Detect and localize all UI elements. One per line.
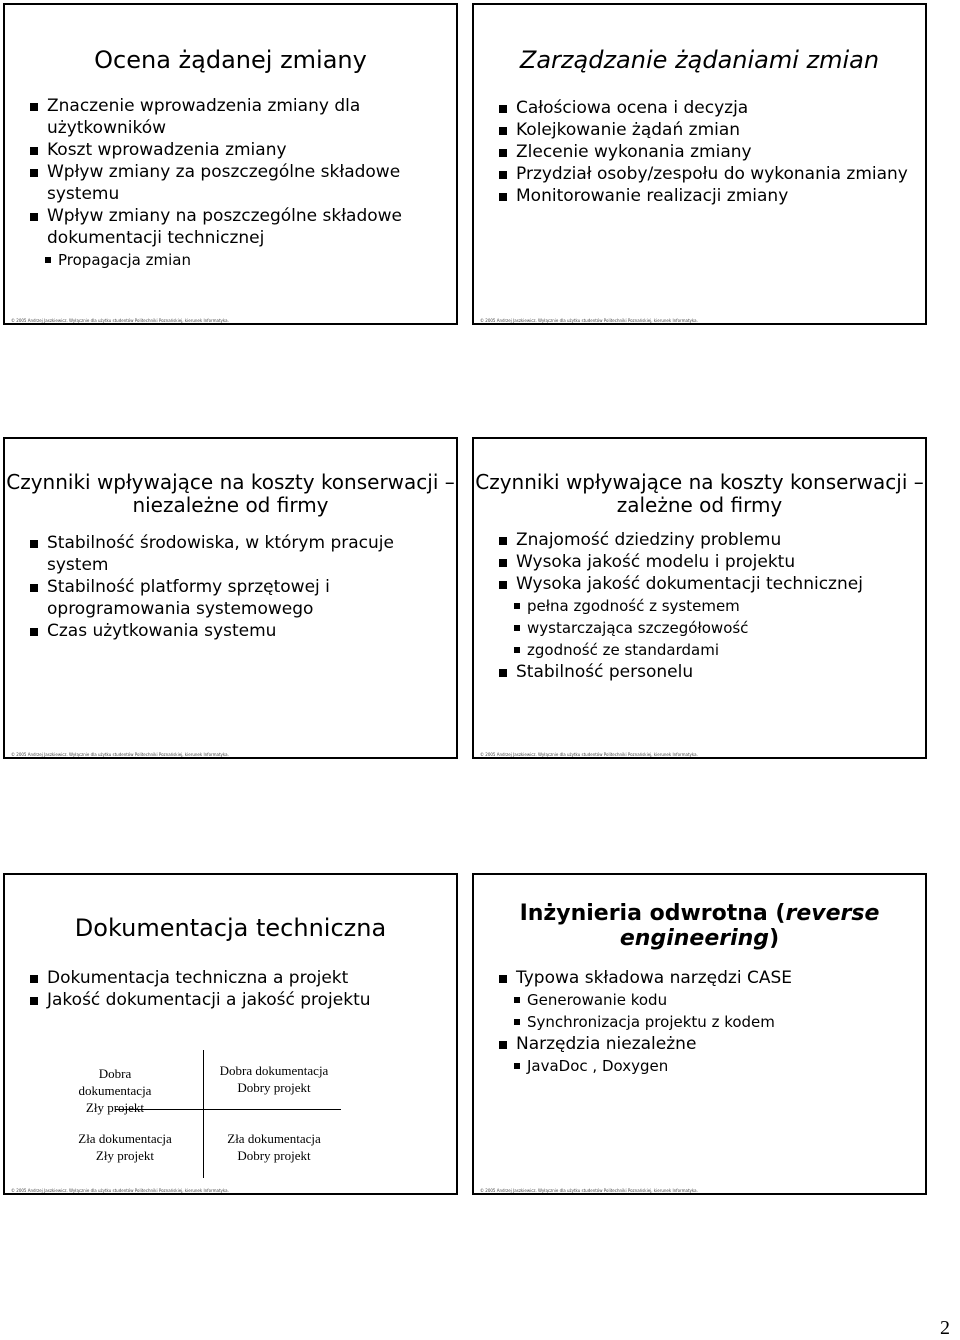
sub-bullet-item: zgodność ze standardami xyxy=(512,639,911,661)
bullet-item: Stabilność platformy sprzętowej i oprogramowania systemowego xyxy=(27,576,442,620)
bullet-list xyxy=(496,967,911,1077)
bullet-item: Koszt wprowadzenia zmiany xyxy=(27,139,442,161)
bullet-item: Znaczenie wprowadzenia zmiany dla użytkowników xyxy=(27,95,442,139)
sub-bullet-item: Generowanie kodu xyxy=(512,989,911,1011)
bullet-item: Wpływ zmiany na poszczególne składowe dokumentacji technicznej xyxy=(27,205,442,249)
slide-czynniki-zalezne xyxy=(472,437,927,759)
matrix-cell-bottom-left: Zła dokumentacja Zły projekt xyxy=(78,1131,172,1163)
slide-ocena-zmiany xyxy=(3,3,458,325)
bullet-item: Zlecenie wykonania zmiany xyxy=(496,141,911,163)
page-number: 2 xyxy=(940,1317,950,1339)
bullet-list xyxy=(27,95,442,271)
bullet-item: Wysoka jakość dokumentacji technicznej xyxy=(496,573,911,595)
bullet-item: Jakość dokumentacji a jakość projektu xyxy=(27,989,442,1011)
bullet-item: Przydział osoby/zespołu do wykonania zmiany xyxy=(496,163,911,185)
slide-footer: © 2005 Andrzej Jaszkiewicz. Wyłącznie dla użytku studentów Politechniki Poznańskiej, kierunek Informatyka. xyxy=(11,752,229,757)
slide-footer: © 2005 Andrzej Jaszkiewicz. Wyłącznie dla użytku studentów Politechniki Poznańskiej, kierunek Informatyka. xyxy=(480,318,698,323)
slide-footer: © 2005 Andrzej Jaszkiewicz. Wyłącznie dla użytku studentów Politechniki Poznańskiej, kierunek Informatyka. xyxy=(11,1188,229,1193)
slide-title: Czynniki wpływające na koszty konserwacji – zależne od firmy xyxy=(475,470,924,517)
bullet-item: Wysoka jakość modelu i projektu xyxy=(496,551,911,573)
bullet-item: Dokumentacja techniczna a projekt xyxy=(27,967,442,989)
slide-title: Zarządzanie żądaniami zmian xyxy=(519,46,880,74)
bullet-item: Typowa składowa narzędzi CASE xyxy=(496,967,911,989)
slide-footer: © 2005 Andrzej Jaszkiewicz. Wyłącznie dla użytku studentów Politechniki Poznańskiej, kierunek Informatyka. xyxy=(11,318,229,323)
sub-bullet-item: JavaDoc , Doxygen xyxy=(512,1055,911,1077)
bullet-item: Narzędzia niezależne xyxy=(496,1033,911,1055)
bullet-item: Kolejkowanie żądań zmian xyxy=(496,119,911,141)
bullet-list xyxy=(27,532,442,642)
bullet-item: Monitorowanie realizacji zmiany xyxy=(496,185,911,207)
slide-title: Dokumentacja techniczna xyxy=(74,914,387,942)
bullet-list xyxy=(27,967,442,1011)
slide-footer: © 2005 Andrzej Jaszkiewicz. Wyłącznie dla użytku studentów Politechniki Poznańskiej, kierunek Informatyka. xyxy=(480,752,698,757)
bullet-item: Czas użytkowania systemu xyxy=(27,620,442,642)
matrix-cell-top-left: Dobra dokumentacja Zły projekt xyxy=(78,1066,152,1115)
sub-bullet-item: Propagacja zmian xyxy=(43,249,442,271)
bullet-item: Stabilność personelu xyxy=(496,661,911,683)
slide-title: Inżynieria odwrotna (reverse engineering) xyxy=(519,901,880,952)
slide-footer: © 2005 Andrzej Jaszkiewicz. Wyłącznie dla użytku studentów Politechniki Poznańskiej, kierunek Informatyka. xyxy=(480,1188,698,1193)
slide-title: Czynniki wpływające na koszty konserwacji – niezależne od firmy xyxy=(6,470,455,517)
quality-matrix xyxy=(45,1047,395,1177)
sub-bullet-item: Synchronizacja projektu z kodem xyxy=(512,1011,911,1033)
sub-bullet-item: wystarczająca szczegółowość xyxy=(512,617,911,639)
slide-title: Ocena żądanej zmiany xyxy=(94,46,367,74)
bullet-item: Wpływ zmiany za poszczególne składowe systemu xyxy=(27,161,442,205)
matrix-cell-top-right: Dobra dokumentacja Dobry projekt xyxy=(219,1063,329,1095)
sub-bullet-item: pełna zgodność z systemem xyxy=(512,595,911,617)
bullet-item: Znajomość dziedziny problemu xyxy=(496,529,911,551)
bullet-list xyxy=(496,97,911,207)
bullet-list xyxy=(496,529,911,683)
bullet-item: Całościowa ocena i decyzja xyxy=(496,97,911,119)
slide-inzynieria-odwrotna xyxy=(472,873,927,1195)
slide-zarzadzanie-zadaniami xyxy=(472,3,927,325)
matrix-vertical-divider xyxy=(203,1050,204,1178)
slide-czynniki-niezalezne xyxy=(3,437,458,759)
matrix-cell-bottom-right: Zła dokumentacja Dobry projekt xyxy=(227,1131,321,1163)
bullet-item: Stabilność środowiska, w którym pracuje system xyxy=(27,532,442,576)
slide-dokumentacja-techniczna xyxy=(3,873,458,1195)
